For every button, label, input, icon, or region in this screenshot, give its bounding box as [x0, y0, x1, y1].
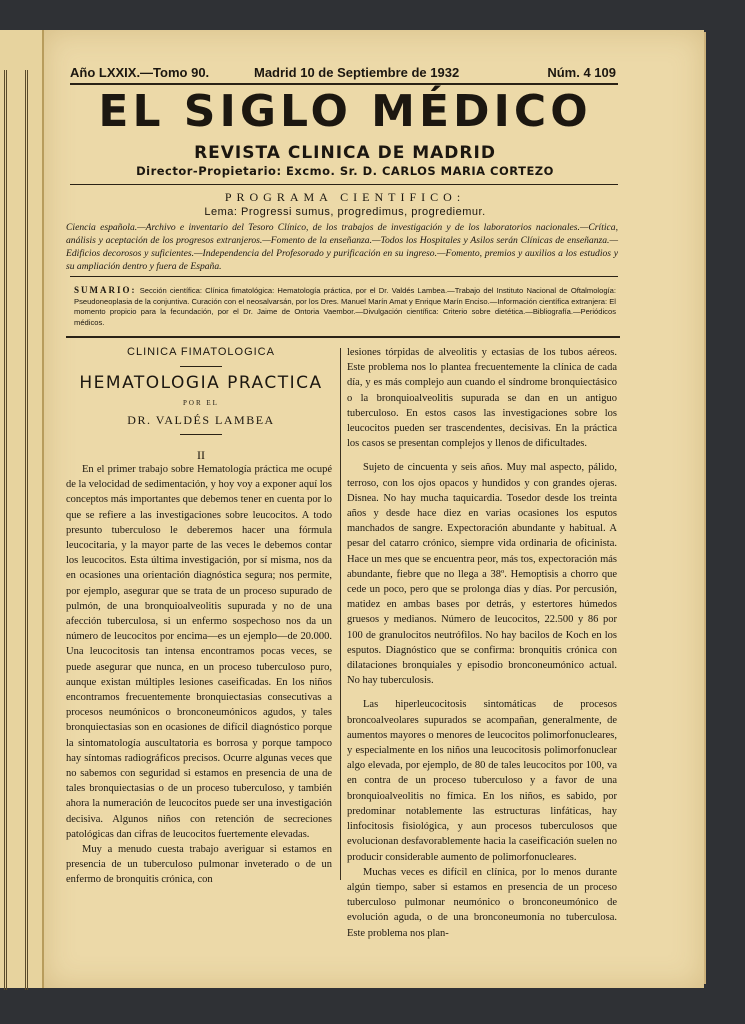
article-part: II — [197, 448, 205, 462]
column-left — [66, 462, 332, 888]
masthead-bottom-rule — [70, 184, 618, 185]
sumario-label: SUMARIO: — [74, 285, 137, 295]
column-divider — [340, 348, 341, 880]
adjacent-page-edge — [0, 30, 44, 988]
article-title: HEMATOLOGIA PRACTICA — [79, 373, 323, 393]
paragraph: Sujeto de cincuenta y seis años. Muy mal aspecto, pálido, terroso, con los ojos opacos y hundidos y con grandes ojeras. Disnea. No hay mucha taquicardia. Tosedor desde los treinta años y desde hace diez en varias ocasiones los esputos manchados de sangre. Expectoración abundante y habitual. A pesar del catarro crónico, siempre vida ordinaria de oficinista. Hace un mes que se encuentra peor, más tos, expectoración más abundante, fiebre que no llega a 38º. Hemoptisis a chorro que cede un poco, pero que se prolonga días y días. Por percusión, matidez en ambas bases por detrás, y estertores húmedos gruesos y medianos. Número de leucocitos, 22.500 y 86 por 100 de granulocitos neutrófilos. No hay bacilos de Koch en los esputos. Diagnóstico que se confirma: bronquitis crónica con dilataciones bronquiales y episodio bronconeumónico actual. No hay tuberculosis. — [347, 462, 617, 687]
sumario — [74, 285, 616, 328]
paragraph: Muchas veces es difícil en clínica, por lo menos durante algún tiempo, saber si estamos en presencia de un proceso tuberculoso pulmonar neumónico o bronconeumónico de evolución aguda, o de una bronconeumonía no tuberculosa. Este problema nos plan- — [347, 866, 617, 939]
journal-subtitle: REVISTA CLINICA DE MADRID — [194, 143, 496, 163]
programa-rule — [70, 276, 618, 277]
paragraph: En el primer trabajo sobre Hematología práctica me ocupé de la velocidad de sedimentación, y hoy voy a exponer aquí los conceptos más importantes que debemos tener en cuenta por lo que se refiere a las investigaciones sobre leucocitos. A todo presunto tuberculoso le deberemos hacer una fórmula leucocitaria, y la mayor parte de las veces le debemos contar los leucocitos. Esta última investigación, por sí misma, nos da en ocasiones una orientación diagnóstica segura; nos permite, por ejemplo, asegurar que se trata de un proceso supurado de pulmón, de una bronquioalveolitis supurada y no de una afección tuberculosa, si un enfermo sospechoso nos da un número de leucocitos por encima—es un ejemplo—de 20.000. Una leucocitosis tan intensa encontramos pocas veces, se puede asegurar que nunca, en un proceso tuberculoso puro, aunque existan múltiples lesiones caseificadas. En los niños encontramos frecuentemente bronquiectasias consecutivas a procesos neumónicos o bronconeumónicos agudos, y tales bronquiectasias son en ocasiones de difícil diagnóstico porque la sintomatología auscultatoria es borrosa y porque tampoco hay síntomas radiográficos precisos. Ocurre algunas veces que no sabemos con seguridad si estamos en presencia de una de tales bronquiectasias o de un proceso tuberculoso, y también ahora la numeración de leucocitos puede ser una investigación decisiva. Algunos niños con retención de secreciones patológicas dan cifras de leucocitos fuertemente elevadas. — [66, 464, 332, 840]
author-divider — [180, 434, 222, 435]
issue-number: Núm. 4 109 — [547, 65, 616, 80]
sumario-rule — [66, 336, 620, 338]
year-tome: Año LXXIX.—Tomo 90. — [70, 65, 210, 80]
director-line: Director-Propietario: Excmo. Sr. D. CARLOS MARIA CORTEZO — [136, 164, 554, 178]
journal-title: EL SIGLO MÉDICO — [98, 86, 592, 137]
masthead-rule — [70, 83, 618, 85]
ornamental-border — [4, 70, 28, 990]
section-heading: CLINICA FIMATOLOGICA — [127, 346, 275, 358]
programa-text: Ciencia española.—Archivo e inventario del Tesoro Clínico, de los trabajos de investigación y de los laboratorios nacionales.—Crítica, análisis y aceptación de los progresos extranjeros.—Fomento de la enseñanza.—Todos los Hospitales y Asilos serán Clínicas de enseñanza.—Edificios decorosos y suficientes.—Independencia del Profesorado y purificación en su ingreso.—Fomento, premios y auxilios a los estudios y su ampliación dentro y fuera de España. — [66, 222, 618, 272]
section-divider — [180, 366, 222, 367]
programa-lema: Lema: Progressi sumus, progredimus, progrediemur. — [204, 206, 486, 218]
article-author: DR. VALDÉS LAMBEA — [127, 413, 275, 427]
paragraph: Las hiperleucocitosis sintomáticas de procesos broncoalveolares supurados se acompañan, generalmente, de aumentos mayores o menores de leucocitos polimorfonucleares, y especialmente en los niños una leucocitosis polimorfonuclear algo elevada, por ejemplo, de 80 de tales leucocitos por 100, va en contra de un proceso tuberculoso y a favor de una bronquioalveolitis no fímica. En los niños, es sabido, por predominar notablemente las estructuras linfáticas, hay linfocitosis fisiológica, y aun procesos tuberculosos que evolucionan desfavorablemente hacia la caseificación suelen no producir considerable aumento de polimorfonucleares. — [347, 699, 617, 863]
column-right — [347, 345, 617, 941]
byline-por: POR EL — [183, 399, 219, 407]
issue-date: Madrid 10 de Septiembre de 1932 — [254, 65, 460, 80]
sumario-text: Sección científica: Clínica fimatológica: Hematología práctica, por el Dr. Valdés Lambea.—Trabajo del Instituto Nacional de Oftalmología: Pseudoneoplasia de la conjuntiva. Curación con el neosalvarsán, por los Dres. Manuel Marín Amat y Enrique Marín Enciso.—Información científica extranjera: El momento propicio para la fecundación, por el Dr. Jaime de Ontoria Vaembor.—Divulgación científica: Criterio sobre dietética.—Bibliografía.—Periódicos médicos. — [74, 286, 616, 327]
paragraph: lesiones tórpidas de alveolitis y ectasias de los tubos aéreos. Este problema nos lo plantea frecuentemente la clínica de cada día, y es más complejo aun cuando el síndrome bronquiectásico o la bronquioalveolitis supurada se dan en un antiguo tuberculoso. En estos casos las investigaciones sobre los leucocitos pueden ser trascendentes, decisivas. En la práctica los casos se presentan complejos y llenos de dificultades. — [347, 347, 617, 450]
programa-heading: PROGRAMA CIENTIFICO: — [224, 190, 466, 204]
paragraph: Muy a menudo cuesta trabajo averiguar si estamos en presencia de un tuberculoso pulmonar inveterado o de un enfermo de bronquitis crónica, con — [66, 844, 332, 886]
